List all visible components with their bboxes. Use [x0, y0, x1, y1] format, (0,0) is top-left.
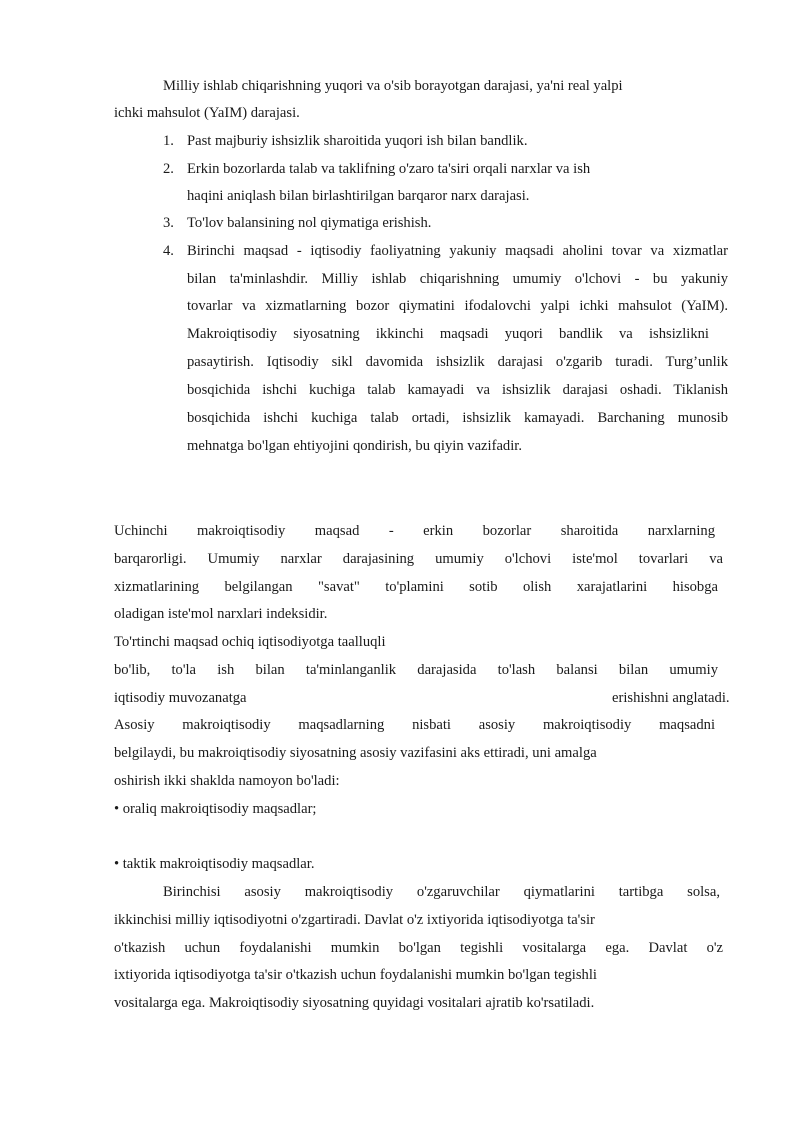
text-line: oladigan iste'mol narxlari indeksidir. [114, 606, 328, 622]
text-line: erishishni anglatadi. [612, 690, 730, 706]
text-line: Birinchisi asosiy makroiqtisodiy o'zgaruvchilar qiymatlarini tartibga solsa, [163, 884, 720, 900]
list-item-text: haqini aniqlash bilan birlashtirilgan barqaror narx darajasi. [187, 188, 530, 204]
list-item-text: Makroiqtisodiy siyosatning ikkinchi maqsadi yuqori bandlik va ishsizlikni [187, 326, 709, 342]
text-line: ixtiyorida iqtisodiyotga ta'sir o'tkazish uchun foydalanishi mumkin bo'lgan tegishli [114, 967, 597, 983]
intro-line-1: Milliy ishlab chiqarishning yuqori va o'sib borayotgan darajasi, ya'ni real yalpi [163, 78, 623, 94]
list-item-text: Past majburiy ishsizlik sharoitida yuqori ish bilan bandlik. [187, 133, 528, 149]
list-marker: 1. [163, 133, 174, 149]
text-line: iqtisodiy muvozanatga [114, 690, 247, 706]
list-item-text: Erkin bozorlarda talab va taklifning o'zaro ta'siri orqali narxlar va ish [187, 161, 591, 177]
text-line: belgilaydi, bu makroiqtisodiy siyosatning asosiy vazifasini aks ettiradi, uni amalga [114, 745, 597, 761]
text-line: barqarorligi. Umumiy narxlar darajasining umumiy o'lchovi iste'mol tovarlari va [114, 551, 723, 567]
text-line: ikkinchisi milliy iqtisodiyotni o'zgartiradi. Davlat o'z ixtiyorida iqtisodiyotga ta'sir [114, 912, 595, 928]
text-line: vositalarga ega. Makroiqtisodiy siyosatning quyidagi vositalari ajratib ko'rsatiladi. [114, 995, 595, 1011]
list-item-text: Birinchi maqsad - iqtisodiy faoliyatning yakuniy maqsadi aholini tovar va xizmatlar [187, 243, 728, 259]
text-line: Uchinchi makroiqtisodiy maqsad - erkin bozorlar sharoitida narxlarning [114, 523, 715, 539]
intro-line-2: ichki mahsulot (YaIM) darajasi. [114, 105, 300, 121]
text-line: o'tkazish uchun foydalanishi mumkin bo'lgan tegishli vositalarga ega. Davlat o'z [114, 940, 723, 956]
list-item-text: bosqichida ishchi kuchiga talab kamayadi va ishsizlik darajasi oshadi. Tiklanish [187, 382, 728, 398]
bullet-item: • taktik makroiqtisodiy maqsadlar. [114, 856, 315, 872]
list-item-text: pasaytirish. Iqtisodiy sikl davomida ishsizlik darajasi o'zgarib turadi. Turg’unlik [187, 354, 728, 370]
text-line: oshirish ikki shaklda namoyon bo'ladi: [114, 773, 340, 789]
bullet-item: • oraliq makroiqtisodiy maqsadlar; [114, 801, 317, 817]
list-item-text: To'lov balansining nol qiymatiga erishish. [187, 215, 432, 231]
list-item-text: mehnatga bo'lgan ehtiyojini qondirish, bu qiyin vazifadir. [187, 438, 522, 454]
list-item-text: bosqichida ishchi kuchiga talab ortadi, ishsizlik kamayadi. Barchaning munosib [187, 410, 728, 426]
list-marker: 3. [163, 215, 174, 231]
list-item-text: tovarlar va xizmatlarning bozor qiymatini ifodalovchi yalpi ichki mahsulot (YaIM). [187, 298, 728, 314]
text-line: xizmatlarining belgilangan "savat" to'plamini sotib olish xarajatlarini hisobga [114, 579, 718, 595]
list-marker: 4. [163, 243, 174, 259]
text-line: bo'lib, to'la ish bilan ta'minlanganlik darajasida to'lash balansi bilan umumiy [114, 662, 718, 678]
list-marker: 2. [163, 161, 174, 177]
text-line: Asosiy makroiqtisodiy maqsadlarning nisbati asosiy makroiqtisodiy maqsadni [114, 717, 715, 733]
text-line: To'rtinchi maqsad ochiq iqtisodiyotga taalluqli [114, 634, 386, 650]
list-item-text: bilan ta'minlashdir. Milliy ishlab chiqarishning umumiy o'lchovi - bu yakuniy [187, 271, 728, 287]
